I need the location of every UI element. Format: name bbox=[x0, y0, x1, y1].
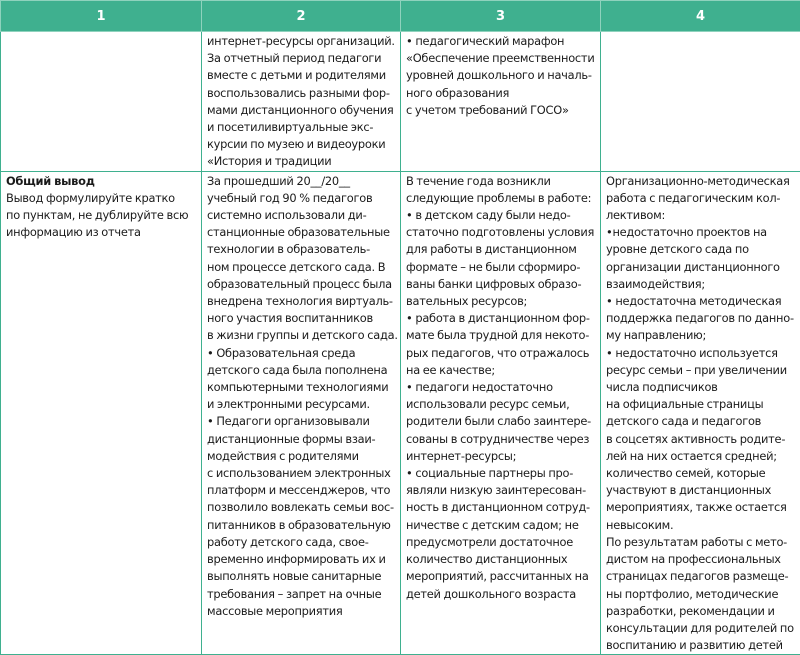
text-line: сованы в сотрудничестве через bbox=[406, 431, 597, 448]
text-line: • Педагоги организовывали bbox=[207, 413, 397, 430]
text-line: курсии по музею и видеоуроки bbox=[207, 136, 397, 153]
text-line: мами дистанционного обучения bbox=[207, 102, 397, 119]
text-line: вательных ресурсов; bbox=[406, 293, 597, 310]
table-cell bbox=[601, 171, 800, 655]
text-line: ном процессе детского сада. В bbox=[207, 259, 397, 276]
text-line: дистанционные формы взаи- bbox=[207, 431, 397, 448]
text-line: мате была трудной для некото- bbox=[406, 327, 597, 344]
text-line: временно информировать их и bbox=[207, 551, 397, 568]
text-line: детского сада и педагогов bbox=[606, 413, 797, 430]
text-line: количество семей, которые bbox=[606, 465, 797, 482]
column-header-4: 4 bbox=[601, 1, 800, 32]
text-line: количество дистанционных bbox=[406, 551, 597, 568]
text-line: технологии в образователь- bbox=[207, 241, 397, 258]
text-line: •недостаточно проектов на bbox=[606, 224, 797, 241]
column-header-1: 1 bbox=[1, 1, 202, 32]
text-line: консультации для родителей по bbox=[606, 620, 797, 637]
text-line: внедрена технология виртуаль- bbox=[207, 293, 397, 310]
text-line: по пунктам, не дублируйте всю bbox=[6, 207, 198, 224]
table-cell bbox=[601, 32, 800, 172]
text-line: разработки, рекомендации и bbox=[606, 603, 797, 620]
table-row bbox=[1, 171, 800, 655]
text-line: мероприятиях, также остается bbox=[606, 499, 797, 516]
text-line: работа с педагогическим кол- bbox=[606, 190, 797, 207]
text-line: лективом: bbox=[606, 207, 797, 224]
text-line: детей дошкольного возраста bbox=[406, 586, 597, 603]
text-line: поддержка педагогов по данно- bbox=[606, 310, 797, 327]
text-line: уровней дошкольного и началь- bbox=[406, 67, 597, 84]
text-line: рых педагогов, что отражалось bbox=[406, 345, 597, 362]
text-line: ность в дистанционном сотруд- bbox=[406, 499, 597, 516]
text-line: • недостаточно используется bbox=[606, 345, 797, 362]
table-row bbox=[1, 32, 800, 172]
text-line: интернет-ресурсы; bbox=[406, 448, 597, 465]
text-line: страницах педагогов размеще- bbox=[606, 568, 797, 585]
text-line: воспитанию и развитию детей bbox=[606, 637, 797, 654]
text-line: За прошедший 20__/20__ bbox=[207, 173, 397, 190]
text-line: формате – не были сформиро- bbox=[406, 259, 597, 276]
text-line: и электронными ресурсами. bbox=[207, 396, 397, 413]
text-line: учебный год 90 % педагогов bbox=[207, 190, 397, 207]
text-line: родители были слабо заинтере- bbox=[406, 413, 597, 430]
table-cell bbox=[401, 171, 601, 655]
text-line: лей на них остается средней; bbox=[606, 448, 797, 465]
text-line: • работа в дистанционном фор- bbox=[406, 310, 597, 327]
text-line: и посетиливиртуальные экс- bbox=[207, 119, 397, 136]
text-line: вместе с детьми и родителями bbox=[207, 67, 397, 84]
text-line: модействия с родителями bbox=[207, 448, 397, 465]
text-line: детского сада была пополнена bbox=[207, 362, 397, 379]
text-line: использовали ресурс семьи, bbox=[406, 396, 597, 413]
text-line: уровне детского сада по bbox=[606, 241, 797, 258]
header-row bbox=[1, 1, 800, 32]
table-cell bbox=[202, 32, 401, 172]
column-header-2: 2 bbox=[202, 1, 401, 32]
column-header-3: 3 bbox=[401, 1, 601, 32]
text-line: • педагогический марафон bbox=[406, 33, 597, 50]
text-line: с использованием электронных bbox=[207, 465, 397, 482]
table-cell bbox=[401, 32, 601, 172]
text-line: выполнять новые санитарные bbox=[207, 568, 397, 585]
text-line: требования – запрет на очные bbox=[207, 586, 397, 603]
text-line: За отчетный период педагоги bbox=[207, 50, 397, 67]
text-line: на официальные страницы bbox=[606, 396, 797, 413]
text-line: взаимодействия; bbox=[606, 276, 797, 293]
text-line: организации дистанционного bbox=[606, 259, 797, 276]
text-line: • Образовательная среда bbox=[207, 345, 397, 362]
text-line: невысоким. bbox=[606, 517, 797, 534]
text-line: массовые мероприятия bbox=[207, 603, 397, 620]
text-line: питанников в образовательную bbox=[207, 517, 397, 534]
table-cell bbox=[1, 32, 202, 172]
text-line: ничестве с детским садом; не bbox=[406, 517, 597, 534]
text-line: Организационно-методическая bbox=[606, 173, 797, 190]
text-line: В течение года возникли bbox=[406, 173, 597, 190]
text-line: «История и традиции bbox=[207, 153, 397, 170]
text-line: следующие проблемы в работе: bbox=[406, 190, 597, 207]
text-line: ваны банки цифровых образо- bbox=[406, 276, 597, 293]
text-line: компьютерными технологиями bbox=[207, 379, 397, 396]
text-line: мероприятий, рассчитанных на bbox=[406, 568, 597, 585]
text-line: «Обеспечение преемственности bbox=[406, 50, 597, 67]
text-line: участвуют в дистанционных bbox=[606, 482, 797, 499]
summary-title: Общий вывод bbox=[6, 173, 198, 190]
text-line: числа подписчиков bbox=[606, 379, 797, 396]
text-line: позволило вовлекать семьи вос- bbox=[207, 499, 397, 516]
text-line: системно использовали ди- bbox=[207, 207, 397, 224]
text-line: на ее качестве; bbox=[406, 362, 597, 379]
text-line: интернет-ресурсы организаций. bbox=[207, 33, 397, 50]
text-line: информацию из отчета bbox=[6, 224, 198, 241]
text-line: с учетом требований ГОСО» bbox=[406, 102, 597, 119]
text-line: му направлению; bbox=[606, 327, 797, 344]
text-line: для работы в дистанционном bbox=[406, 241, 597, 258]
text-line: • социальные партнеры про- bbox=[406, 465, 597, 482]
text-line: воспользовались разными фор- bbox=[207, 85, 397, 102]
text-line: ны портфолио, методические bbox=[606, 586, 797, 603]
table-cell bbox=[202, 171, 401, 655]
text-line: работу детского сада, свое- bbox=[207, 534, 397, 551]
text-line: Вывод формулируйте кратко bbox=[6, 190, 198, 207]
text-line: станционные образовательные bbox=[207, 224, 397, 241]
text-line: ного образования bbox=[406, 85, 597, 102]
text-line: ресурс семьи – при увеличении bbox=[606, 362, 797, 379]
text-line: • недостаточна методическая bbox=[606, 293, 797, 310]
text-line: • педагоги недостаточно bbox=[406, 379, 597, 396]
text-line: • в детском саду были недо- bbox=[406, 207, 597, 224]
table-cell bbox=[1, 171, 202, 655]
text-line: статочно подготовлены условия bbox=[406, 224, 597, 241]
text-line: в соцсетях активность родите- bbox=[606, 431, 797, 448]
text-line: являли низкую заинтересован- bbox=[406, 482, 597, 499]
text-line: По результатам работы с мето- bbox=[606, 534, 797, 551]
text-line: платформ и мессенджеров, что bbox=[207, 482, 397, 499]
text-line: образовательный процесс была bbox=[207, 276, 397, 293]
text-line: ного участия воспитанников bbox=[207, 310, 397, 327]
text-line: дистом на профессиональных bbox=[606, 551, 797, 568]
text-line: предусмотрели достаточное bbox=[406, 534, 597, 551]
text-line: в жизни группы и детского сада. bbox=[207, 327, 397, 344]
